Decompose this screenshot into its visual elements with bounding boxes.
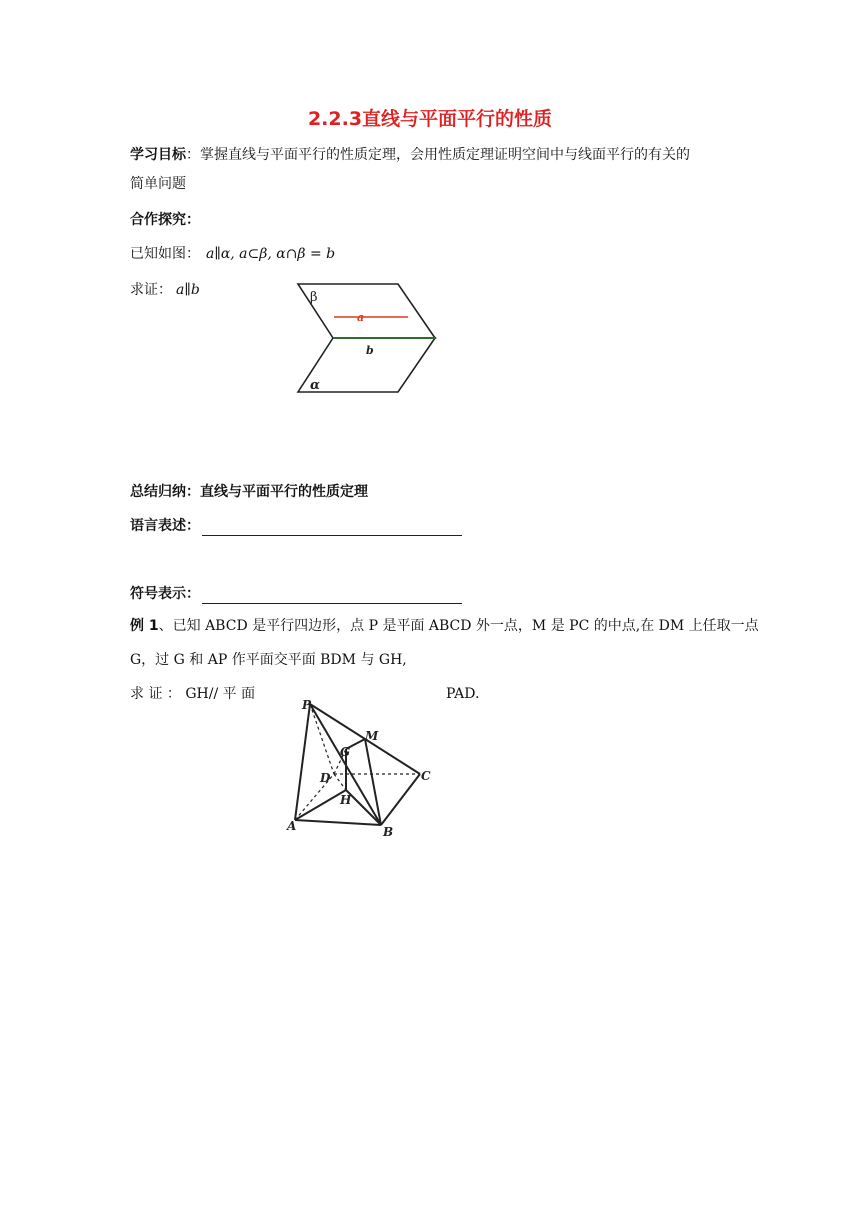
prove1-math: a∥b — [176, 282, 200, 298]
language-line — [130, 516, 462, 536]
example-prove-end: PAD. — [446, 686, 480, 702]
label-G: G — [340, 745, 351, 759]
objective-text: ：掌握直线与平面平行的性质定理，会用性质定理证明空间中与线面平行的有关的 — [186, 147, 690, 163]
given-label: 已知如图： — [130, 246, 200, 262]
label-M: M — [365, 729, 379, 743]
example-prove: 求 证 ： GH// 平 面 — [130, 686, 256, 702]
label-alpha: α — [310, 378, 321, 393]
language-blank[interactable] — [202, 521, 462, 536]
symbol-blank[interactable] — [202, 589, 462, 604]
plane-beta — [298, 284, 435, 338]
prove1-label: 求证： — [130, 282, 172, 298]
symbol-label: 符号表示： — [130, 586, 200, 602]
objective-line2: 简单问题 — [130, 176, 186, 192]
label-b: b — [366, 344, 374, 357]
edge-BC — [381, 774, 420, 825]
label-a: a — [357, 311, 365, 324]
page-title: 2.2.3直线与平面平行的性质 — [307, 108, 553, 130]
given-line — [130, 244, 335, 264]
prove1-line — [130, 280, 200, 300]
label-C: C — [421, 769, 431, 783]
symbol-line — [130, 584, 462, 604]
explore-heading: 合作探究： — [130, 212, 200, 228]
example-text1: 、已知 ABCD 是平行四边形，点 P 是平面 ABCD 外一点，M 是 PC 的中点,在 DM 上任取一点 — [158, 618, 759, 634]
label-beta: β — [310, 290, 318, 305]
example-line2: G，过 G 和 AP 作平面交平面 BDM 与 GH, — [130, 652, 407, 668]
example-line1 — [130, 616, 759, 636]
example-label: 例 1 — [130, 618, 159, 634]
edge-AB — [295, 820, 381, 825]
edge-PA — [295, 704, 310, 820]
label-A: A — [287, 819, 297, 833]
label-H: H — [340, 793, 352, 807]
pyramid-figure — [280, 692, 440, 842]
edge-DH — [334, 774, 346, 790]
label-D: D — [320, 771, 331, 785]
summary-heading: 总结归纳：直线与平面平行的性质定理 — [130, 484, 368, 500]
objective-line1 — [130, 145, 690, 165]
label-B: B — [383, 825, 394, 839]
objective-label: 学习目标 — [130, 147, 186, 163]
given-math: a∥α, a⊂β, α∩β = b — [206, 246, 336, 262]
language-label: 语言表述： — [130, 518, 200, 534]
edge-AH — [295, 790, 346, 820]
planes-figure — [290, 278, 450, 398]
label-P: P — [302, 698, 312, 712]
